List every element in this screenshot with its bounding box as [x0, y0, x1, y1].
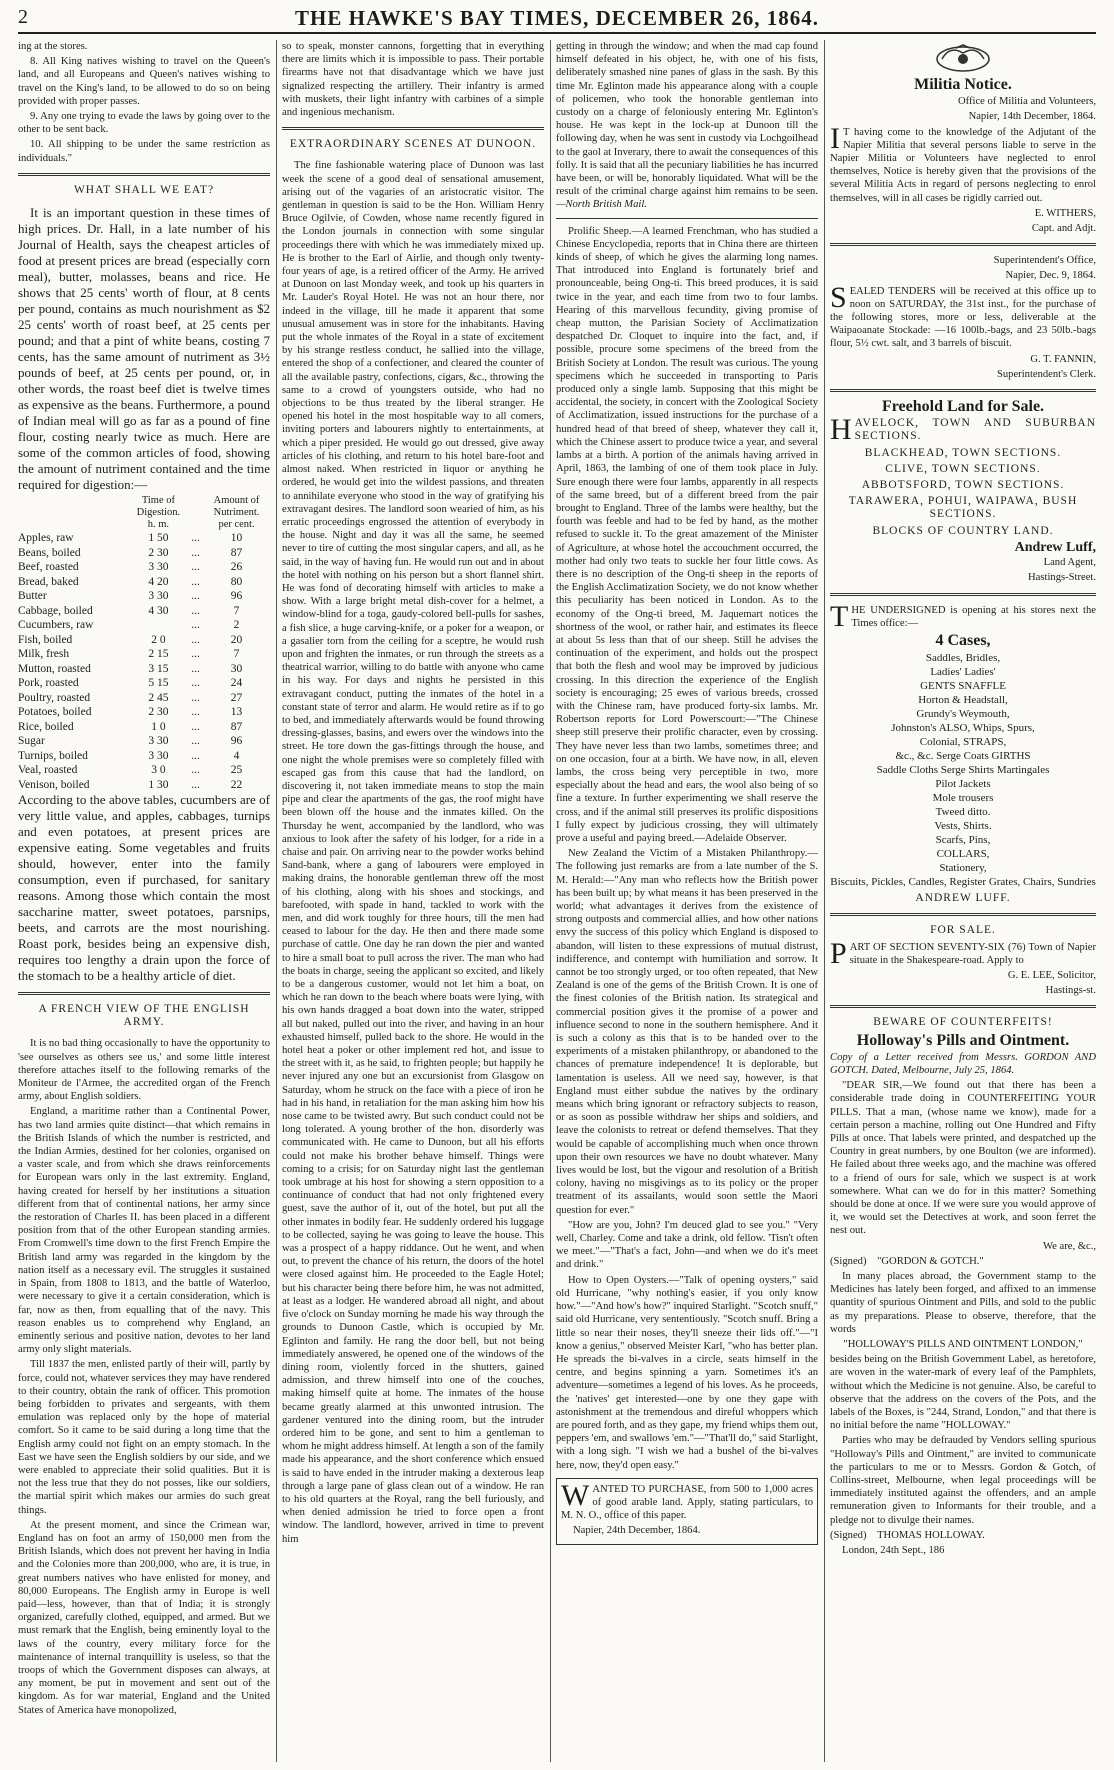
nutriment-amount: 2 — [233, 619, 240, 632]
stock-line: Pilot Jackets — [935, 778, 991, 791]
header-time: Time of Digestion. — [136, 495, 181, 519]
signature: ANDREW LUFF. — [915, 892, 1011, 905]
article-paragraph: It is an important question in these times of high prices. Dr. Hall, in a late number of his Journal of Health, says the cheapest articles of food at present prices are bread (especially corn meal), butter, molasses, beans and rice. He shows that 25 cents' worth of flour, at 8 cents per pound, contains as much nourishment as $2 25 cents' worth of roast beef, at 25 cents per pound; and that a pint of white beans, costing 7 cents, has the same amount of nutriment as 3½ pounds of beef, at 25 cents per pound, or, in other words, the roast beef diet is twelve times as expensive as the beans. Furthermore, a pound of Indian meal will go as far as a pound of fine flour, costing nearly twice as much. Here are some of the common articles of food, showing the amount of nutriment contained and the time required for digestion:— — [18, 205, 270, 493]
article-paragraph: Till 1837 the men, enlisted partly of their will, partly by force, could not, whatever services they may have rendered to their country, obtain the rank of officer. This promotion being forbidden to privates and sergeants, with them emulation was replaced only by the hope of material comfort. So it came to be said during a long time that the English army could not fight on an empty stomach. In the East we have seen the English soldiers by our side, and we were enabled to appreciate their solid qualities. But it is not the less true that they do not posses, like our soldiers, the martial spirit which makes our armies do such great things. — [18, 1359, 270, 1516]
freehold-title: Freehold Land for Sale. — [881, 398, 1045, 416]
table-row: Potatoes, boiled 2 30 ... 13 — [18, 705, 270, 720]
table-row: Fish, boiled 2 0 ... 20 — [18, 633, 270, 648]
article-paragraph: so to speak, monster cannons, forgetting that in everything there are limits which it is impossible to pass. Their portable firearms have not that disadvantage which we have just signalized respecting the artillery. Their infantry is armed with muskets, their light infantry with carbines of a simple and ingenious mechanism. — [282, 41, 544, 119]
stock-line: Johnston's ALSO, Whips, Spurs, — [891, 722, 1035, 735]
nutriment-amount: 7 — [233, 604, 240, 617]
nutriment-amount: 87 — [230, 720, 243, 733]
digestion-time — [129, 618, 188, 633]
nutriment-amount: 96 — [230, 590, 243, 603]
digestion-time: 4 20 — [148, 575, 169, 588]
agent-name: Andrew Luff, — [1014, 539, 1096, 555]
food-name: Rice, boiled — [18, 720, 74, 733]
table-row: Beans, boiled 2 30 ... 87 — [18, 546, 270, 561]
stock-line: Scarfs, Pins, — [935, 834, 991, 847]
digestion-time: 1 50 — [148, 532, 169, 545]
article-heading: EXTRAORDINARY SCENES AT DUNOON. — [289, 138, 537, 151]
food-name: Pork, roasted — [18, 677, 79, 690]
divider — [830, 389, 1096, 392]
article-source: —North British Mail. — [556, 199, 647, 211]
dropcap: S — [830, 280, 847, 314]
article-paragraph: "How are you, John? I'm deuced glad to see you." "Very well, Charley. Come and take a drink, old fellow. 'Tisn't often we meet."—"That's a fact, John—and when we do it's meet and drink." — [556, 1219, 818, 1271]
digestion-time: 3 30 — [148, 561, 169, 574]
food-name: Sugar — [18, 735, 45, 748]
stock-line: COLLARS, — [936, 848, 990, 861]
holloway-letter: "DEAR SIR,—We found out that there has been a considerable trade doing in COUNTERFEITING YOUR PILLS. That a man, (whose name we know), made for a certain person a machine, rolling out One Hundred and Fifty Pills at once. That labels were printed, and despatched up the Country in great numbers, by one Boulton (we are informed). He failed about three weeks ago, and the machine was offered to a friend of ours for sale, which we suspect is at work somewhere. What can we do for in this matter? Something should be done at once. If we were sure you would approve of it, we would set the Detectives at work, and soon ferret the nest out. — [830, 1080, 1096, 1237]
nutriment-amount: 22 — [230, 778, 243, 791]
food-name: Poultry, roasted — [18, 691, 91, 704]
stock-line: Mole trousers — [932, 792, 994, 805]
digestion-time: 3 0 — [151, 764, 166, 777]
divider — [830, 913, 1096, 916]
nutriment-amount: 4 — [233, 749, 240, 762]
stock-line: Grundy's Weymouth, — [916, 708, 1010, 721]
nutriment-amount: 27 — [230, 691, 243, 704]
militia-notice-title: Militia Notice. — [914, 76, 1012, 93]
table-row: Butter 3 30 ... 96 — [18, 589, 270, 604]
table-row: Bread, baked 4 20 ... 80 — [18, 575, 270, 590]
digestion-time: 2 15 — [148, 648, 169, 661]
table-row: Sugar 3 30 ... 96 — [18, 734, 270, 749]
article-paragraph: Prolific Sheep.—A learned Frenchman, who has studied a Chinese Encyclopedia, reports that in China there are thirteen kinds of sheep, of which he gives the alarming long names. That introduced into England is fortunately brief and pronounceable, being Ong-ti. This breed produces, it is said twice in the year, and each time from two to four lambs. Hearing of this marvellous fecundity, giving promise of cheap mutton, the Parisian Society of Acclimatization despatched Dr. Cloquet to inquire into the fact, and, if possible, procure some specimens of the breed from the British Society at London. The result was curious. The young specimens which he succeeded in transporting to Paris produced only a single lamb. Supposing that this might be accidental, the society, in concert with the Zoological Society of Acclimatization, issued instructions for the purchase of a hundred head of that breed of sheep, whatever they call it, which the Chinese assert to produce twice a year, and several lambs at a birth. A portion of the animals having arrived in April, 1863, the lambing of one of them took place in July. Sure enough there were four lambs, apparently in all respects of the same breed, but of a different breed from the pair brought to England. Three of the lambs were healthy, but the fourth was feeble and had to be fed by hand, as the mother refused to suckle it. To the great amazement of the Minister of Agriculture, at whose hotel the accouchment occurred, the mother had only two teats to suckle her four little cows. As there is no description of the Ong-ti sheep in the reports of the English Acclimatization Society, we do not know whether this peculiarity has been noticed in London. As to the economy of the Ong-ti breed, M. Jaquemart notices the shortness of the wool, or rather hair, and estimates its fleece at about 5s less than that of our sheep. Still he advises the continuation of the experiment, and holds out the prospect that both the flesh and wool may be improved by judicious crossing. In this direction the experience of the English society is encouraging; 25 ewes of various breeds, crossed with the Chinese ram, have produced forty-six lambs. Mr. Robertson reports for Lord Powerscourt:—"The Chinese sheep still preserve their prolific character, even by crossing. They have never less than two lambs, sometimes three; and on one occasion, four at a birth. We have now, in all, eleven lambs, the cross being very perceptible in two, more especially about the head and ears, the wool also being of so fine a texture. In further experimenting we shall reserve the cross, and if the animal still preserves its prolific dispositions I fully expect by judicious crossing, they will ultimately prove a useful and paying breed.—Adelaide Observer. — [556, 225, 818, 844]
digestion-time: 4 30 — [148, 604, 169, 617]
food-name: Veal, roasted — [18, 764, 78, 777]
column-4: Militia Notice. Office of Militia and Volunteers, Napier, 14th December, 1864. I T having come to the knowledge of the Adjutant of the Napier Militia that several persons liable to serve in the Napier Militia or Volunteers have neglected to enrol themselves, Notice is hereby given that the provisions of the several Militia Acts in regard of persons neglecting to enrol themselves, will in all cases be rigidly carried out. E. WITHERS, Capt. and Adjt. Superintendent's Office, Napier, Dec. 9, 1864. SEALED TENDERS will be received at this office up to noon on SATURDAY, the 31st inst., for the purchase of the following stores, more or less, deliverable at the Waipaoanate Stockade: —16 100lb.-bags, and 23 50lb.-bags flour, 5½ cwt. salt, and 3 barrels of biscuit. G. T. FANNIN, Superintendent's Clerk. Freehold Land for Sale. HAVELOCK, TOWN AND SUBURBAN SECTIONS. BLACKHEAD, TOWN SECTIONS. CLIVE, TOWN SECTIONS. ABBOTSFORD, TOWN SECTIONS. TARAWERA, POHUI, WAIPAWA, BUSH SECTIONS. BLOCKS OF COUNTRY LAND. Andrew Luff, Land Agent, Hastings-Street. THE UNDERSIGNED is opening at his stores next the Times office:— 4 Cases, Saddles, Bridles, Ladies' Ladies' GENTS SNAFFLE Horton & Headstall, Grundy's Weymouth, Johnston's ALSO, Whips, Spurs, Colonial, STRAPS, &c., &c. Serge Coats GIRTHS Saddle Cloths Serge Shirts Martingales Pilot Jackets Mole trousers Tweed ditto. Vests, Shirts. Scarfs, Pins, COLLARS, Stationery, Biscuits, Pickles, Candles, Register Grates, Chairs, Sundries ANDREW LUFF. FOR SALE. PART OF SECTION SEVENTY-SIX (76) Town of Napier situate in the Shakespeare-road. Apply to G. E. LEE, Solicitor, Hastings-st. BEWARE OF COUNTERFEITS! Holloway's Pills and Ointment. Copy of a Letter received from Messrs. GORDON AND GOTCH. Dated, Melbourne, July 25, 1864. "DEAR SIR,—We found out that there has been a considerable trade doing in COUNTERFEITING YOUR PILLS. That a man, (whose name we know), made for a certain person a machine, rolling out One Hundred and Fifty Pills at once. That labels were printed, and despatched up the Country in great numbers, by one Boulton (we are informed). He failed about three weeks ago, and the machine was offered to a friend of ours for sale, which we suspect is at work somewhere. What can we do for in this matter? Something should be done at once. If we were sure you would approve of it, we would set the Detectives at work, and soon ferret the nest out. We are, &c., (Signed) "GORDON & GOTCH." In many places abroad, the Government stamp to the Medicines has lately been forged, and affixed to an immense quantity of spurious Ointment and Pills, and sold to the public as my preparations. Please to observe, therefore, that the words "HOLLOWAY'S PILLS AND OINTMENT LONDON," besides being on the British Government Label, as heretofore, are woven in the water-mark of every leaf of the Pamphlets, without which the Medicine is not genuine. Also, be careful to observe that the address on the covers of the Pots, and the labels of the Boxes, is "244, Strand, London," and that there is no initial before the name "HOLLOWAY." Parties who may be defrauded by Vendors selling spurious "Holloway's Pills and Ointment," are invited to communicate the particulars to me or to Messrs. Gordon & Gotch, of Collins-street, Melbourne, when legal proceedings will be immediately instituted against the offenders, and an ample remuneration given to Informants for their trouble, and a pledge not to divulge their names. (Signed) THOMAS HOLLOWAY. London, 24th Sept., 186 — [830, 40, 1096, 1762]
digestion-time: 3 30 — [148, 590, 169, 603]
divider — [830, 243, 1096, 246]
table-row: Rice, boiled 1 0 ... 87 — [18, 720, 270, 735]
for-sale-heading: FOR SALE. — [930, 924, 996, 937]
table-row: Cucumbers, raw ... 2 — [18, 618, 270, 633]
stock-line: Saddles, Bridles, — [925, 652, 1001, 665]
nutriment-amount: 10 — [230, 532, 243, 545]
table-row: Milk, fresh 2 15 ... 7 — [18, 647, 270, 662]
food-name: Bread, baked — [18, 575, 79, 588]
stock-line: Biscuits, Pickles, Candles, Register Grates, Chairs, Sundries — [830, 876, 1096, 889]
article-paragraph: The fine fashionable watering place of Dunoon was last week the scene of a good deal of sensational amusement, arising out of the vagaries of an aristocratic visitor. The gentleman in question is said to be the Hon. William Henry Bruce Ogilvie, of Cowden, whose name recently figured in the London journals in connection with some singular proceedings there with which he was immediately mixed up. He is brother to the Earl of Airlie, and though only twenty-four years of age, is a retired officer of the Army. He arrived at Dunoon on last Monday week, and took up his quarters in Mr. Lauder's Royal Hotel. He was not an hour there, nor indeed in the village, till he made it apparent that some unusual amusement was in store for the inhabitants. Having put the whole inmates of the Royal in a state of excitement by his strange restless conduct, he sallied into the village, entered the shop of a confectioner, and cleared the counter of all the available pastry, confections, cigars, &c., throwing the same to a crowd of youngsters outside, who had no objections to be thus treated by the liberal stranger. He opened his hotel in the most hospitable way to all comers, inviting porters and labourers nightly to entertainments, at which a piper presided. He would go out dressed, give away articles of his clothing, and return to his hotel bare-foot and almost naked. When restricted in liquor or anything he ordered, he would get into the wildest passions, and threaten to annihilate everyone who stood in the way of gratifying his extravagant desires. The landlord soon wearied of him, as his erratic proceedings engrossed the attention of everybody in the house. Night and day it was all the same, he seemed never to tire of cutting the most singular capers, and all, as he said, in the way of having fun. He would run out and in about the hotel with nothing on his person but a short flannel shirt. He was fond of decorating himself with articles to make a show. With a large bright metal dish-cover for a helmet, a window-blind for a toga, gaudy-colored bell-pulls for sashes, a fish slice, a huge carving-knife, or a poker for a weapon, or a gasalier torn from the ceiling for a sceptre, he would rush upon and frighten the inmates, or run through the streets as a theatrical warrior, willing to do battle with anyone who came in his way. For days and nights he persisted in this extravagant conduct, putting the inmates of the hotel in a constant state of terror and alarm. He would retire as if to go to bed, and immediately afterwards would be found throwing dressing-glasses, basins, and ewers over the windows into the street. He tore down the gas-fittings through the house, and one night the whole premises were so completely filled with escaped gas from this cause that had the landlord, on discovering it, not taken immediate means to stop the main pipe and clear the apartments of the gas, the roof might have been blown off the house and the inmates killed. On the Thursday he went, accompanied by the landlord, who was anxious to look after the safety of his lodger, for a ride in a chaise and pair. On arriving near to the powder works behind Sand-bank, where a gang of labourers were employed in making drains, the honorable gentleman threw off the most of his clothing, along with his shoes and stockings, and barefooted, with spade in hand, tackled to work with the men, and did work toughly for three hours, till the men had ceased to labour for the day. He then and there made some purchase of cattle. One day he ran down the pier and wanted to hire a small boat to pull across the river. The man who had the boats in charge, seeing the applicant so excited, and likely to be a dangerous customer, would not let him a boat, on which he ran down to the beach where boats were lying, with his own hands dragged a boat down into the water, stripped all but naked, pulled out into the river, and having in an hour exhausted himself, pulled back to the shore. He would in the hotel heat a poker or other implement red hot, and issue to the street with it, as he said, to frighten people; but happily he never injured any one but an excursionist from Glasgow on Saturday, whom he struck on the face with a piece of iron he had in his hand, in retaliation for the man asking him how his nose came to be twisted awry. But such conduct could not be long tolerated. A young brother of the hon. disorderly was communicated with. He came to Dunoon, but all his efforts could not make his brother behave himself. Things were coming to a crisis; for on Saturday night last the gentleman took umbrage at his host for showing a stern opposition to a continuance of conduct that had not only frightened every guest, save the author of it, out of the hotel, but put all the other inmates in bodily fear. He suddenly ordered his luggage to be collected, saying he was going to leave the house. This was a prospect of a happy riddance. Out he went, and when out, to prevent the chance of his return, the doors of the hotel were closed against him. He proceeded to the Eagle Hotel; but his character being there before him, he was not admitted, at least as a lodger. He wandered abroad all night, and about five o'clock on Sunday morning he made his way through the grounds to Dunoon Castle, which is occupied by Mr. Eglinton and family. He rang the door bell, but not being immediately answered, he opened one of the windows of the dining room, violently forced in the shutters, gained admission, and threw himself into one of the couches, making himself quite at home. The inmates of the house became greatly alarmed at this unwonted intrusion. The gardener ventured into the dining room, but the intruder ordered him to be gone, and sent to him a gentleman to whom he might address himself. At length a son of the family made his appearance, and the short conference which ensued is said to have ended in the intruder making a dexterous leap through a large pane of glass clean out of a window. He ran to his old quarters at the Royal, rang the bell furiously, and when denied admission he tried to force open a front window. The landlord, however, arrived in time to prevent him — [282, 160, 544, 1545]
dropcap: I — [830, 121, 840, 155]
article-paragraph: New Zealand the Victim of a Mistaken Philanthropy.—The following just remarks are from a late number of the S. M. Herald:—"Any man who reflects how the British power has been built up; by what means it has been preserved in the world; what advantages it derives from the existence of strong outposts and commercial allies, and how other nations envy the success of this policy which England is disposed to abandon, will listen to these expressions of mutual distrust, indifference, and contempt with humiliation and sorrow. It cannot be too strongly urged, or too often repeated, that New Zealand is one of the gems of the British Crown. It is one of the finest colonies of the British nation. Its strategical and commercial position gives it the promise of a power and influence second to none in the southern hemisphere. And it is such a colony as this that is to be handed over to the experiments of a mistaken philanthropy, or abandoned to the chances of premature independence! It is deplorable, but lamentation is useless. All we need say, however, is that England must either subdue the natives by the ordinary means which bring ignorant or refractory subjects to reason, or as soon as possible withdraw her ships and soldiers, and leave the colonists to retreat or defend themselves. That they would be capable of accomplishing much when once thrown upon their own resources we have no doubt whatever. Many lives would be lost, but the vigour and resolution of a British colony, having no misgivings as to its policy or the proper treatment of its assailants, would soon settle the Maori question for ever." — [556, 848, 818, 1216]
food-name: Beef, roasted — [18, 561, 79, 574]
signature: G. E. LEE, Solicitor, — [1007, 969, 1096, 981]
food-name: Milk, fresh — [18, 648, 70, 661]
article-paragraph: getting in through the window; and when the mad cap found himself defeated in his object, he, with one of his fists, deliberately smashed nine panes of glass in the sash. By this time Mr. Eglinton made his appearance along with a couple of policemen, who took the honorable gentleman into custody on a charge of feloniously entering Mr. Eglinton's house. He was kept in the lock-up at Dunoon till the following day, when he was sent in custody via Lochgoilhead to the gaol at Inverary, there to await the consequences of this folly. It is said that all the pecuniary liabilities he has incurred have been, or will be, honorably liquidated. What will be the result of the criminal charge against him remains to be seen.—North British Mail. — [556, 41, 818, 211]
divider — [830, 1005, 1096, 1008]
column-rule — [276, 40, 277, 1762]
article-heading: WHAT SHALL WE EAT? — [73, 183, 215, 196]
digestion-time: 2 0 — [151, 633, 166, 646]
food-name: Venison, boiled — [18, 778, 90, 791]
article-paragraph: At the present moment, and since the Crimean war, England has on foot an army of 150,000 men from the British Islands, which does not prevent her having in India and the Colonies more than 200,000, who are, it is true, in great numbers natives who have enlisted for money, and 80,000 Europeans. The English army in Europe is well paid—less, however, than that of India; it is strongly organized, carefully clothed, equipped, and armed. But we must remark that the English, being eminently loyal to the laws of the country, every military force for the maintenance of internal tranquillity is useless, so that the troops of which the Government disposes can always, at any moment, be put in movement and sent out of the kingdom. As for war material, England and the United States of America have monopolized, — [18, 1519, 270, 1716]
digestion-time: 5 15 — [148, 677, 169, 690]
cases-heading: 4 Cases, — [935, 631, 991, 649]
stock-line: GENTS SNAFFLE — [920, 680, 1006, 693]
food-name: Potatoes, boiled — [18, 706, 92, 719]
signature: THOMAS HOLLOWAY. — [877, 1529, 985, 1541]
digestion-time: 3 15 — [148, 662, 169, 675]
nutriment-amount: 30 — [230, 662, 243, 675]
food-name: Beans, boiled — [18, 546, 81, 559]
column-rule — [550, 40, 551, 1762]
table-row: Veal, roasted 3 0 ... 25 — [18, 763, 270, 778]
stock-line: &c., &c. Serge Coats GIRTHS — [895, 750, 1031, 763]
divider — [282, 127, 544, 130]
dropcap: W — [561, 1478, 590, 1512]
digestion-time: 3 30 — [148, 749, 169, 762]
paragraph: 8. All King natives wishing to travel on the Queen's land, and all Europeans and Queen's natives wishing to travel on the King's land, to be allowed to do so on being provided with proper passes. — [18, 56, 270, 107]
signature: "GORDON & GOTCH." — [877, 1255, 984, 1267]
digestion-time: 2 45 — [148, 691, 169, 704]
digestion-time: 2 30 — [148, 546, 169, 559]
header-amount: Amount of Nutriment. — [213, 495, 260, 519]
nutriment-amount: 7 — [233, 648, 240, 661]
masthead — [18, 6, 1096, 34]
food-name: Apples, raw — [18, 532, 74, 545]
article-paragraph: It is no bad thing occasionally to have the opportunity to 'see ourselves as others see us,' and some little interest therefore attaches itself to the following remarks of the Moniteur de l'Armee, the accredited organ of the French army, about English soldiers. — [18, 1038, 270, 1103]
food-name: Fish, boiled — [18, 633, 73, 646]
table-subheader: h. m. per cent. — [147, 519, 255, 531]
divider — [556, 218, 818, 219]
table-row: Poultry, roasted 2 45 ... 27 — [18, 691, 270, 706]
column-1 — [18, 40, 270, 1762]
article-paragraph: According to the above tables, cucumbers are of very little value, and apples, cabbages, turnips and even potatoes, at present prices are expensive eating. Some vegetables and fruits should, however, enter into the family consumption, even if purchased, for sanitary reasons. Among those which contain the most saccharine matter, sweet potatoes, parsnips, beets, and carrots are the most nourishing. Roast pork, besides being an expensive dish, requires too lengthy a drain upon the force of the stomach to be a healthy article of diet. — [18, 792, 270, 984]
paragraph: 10. All shipping to be under the same restriction as individuals." — [18, 139, 270, 164]
nutriment-amount: 96 — [230, 735, 243, 748]
stock-list — [830, 651, 1096, 889]
column-rule — [824, 40, 825, 1762]
nutriment-amount: 20 — [230, 633, 243, 646]
nutriment-amount: 26 — [230, 561, 243, 574]
column-3 — [556, 40, 818, 1762]
royal-crest-icon — [928, 44, 998, 74]
dropcap: T — [830, 599, 849, 633]
nutriment-amount: 24 — [230, 677, 243, 690]
wanted-advertisement: WANTED TO PURCHASE, from 500 to 1,000 acres of good arable land. Apply, stating particulars, to M. N. O., office of this paper. Napier, 24th December, 1864. — [556, 1478, 818, 1545]
digestion-table — [18, 495, 270, 792]
food-name: Cucumbers, raw — [18, 619, 94, 632]
stock-line: Colonial, STRAPS, — [919, 736, 1007, 749]
stock-line: Ladies' Ladies' — [930, 666, 996, 679]
digestion-time: 2 30 — [148, 706, 169, 719]
ad-date: Napier, 24th December, 1864. — [573, 1525, 701, 1537]
paragraph: 9. Any one trying to evade the laws by going over to the other to be sent back. — [18, 111, 270, 136]
newspaper-title: THE HAWKE'S BAY TIMES, DECEMBER 26, 1864. — [295, 6, 819, 30]
stock-line: Vests, Shirts. — [934, 820, 992, 833]
page-number: 2 — [18, 6, 28, 28]
article-paragraph: England, a maritime rather than a Continental Power, has two land armies quite distinct—that which remains in the British Islands of which the number is restricted, and the Indian Armies, destined for her colonies, organised on a vaster scale, and from which she draws reinforcements for European wars only in the last extremity. England, having created for herself by her institutions a situation different from that of continental nations, her army since the restoration of Charles II. has been placed in a different position from that of the other European standing armies. From Cromwell's time down to the first French Empire the British land army was regarded in the kingdom by the nation itself as a necessary evil. The struggles it sustained in Spain, from 1808 to 1813, and the battle of Waterloo, were necessary to give it a certain consideration, which is far, now as then, from equalling that of the navy. This reason enables us to comprehend why England, an eminently serious and positive nation, devotes to her land army only slight materials. — [18, 1106, 270, 1356]
table-row: Beef, roasted 3 30 ... 26 — [18, 560, 270, 575]
stock-line: Saddle Cloths Serge Shirts Martingales — [876, 764, 1050, 777]
divider — [18, 173, 270, 176]
table-row: Apples, raw 1 50 ... 10 — [18, 531, 270, 546]
table-row: Cabbage, boiled 4 30 ... 7 — [18, 604, 270, 619]
nutriment-amount: 80 — [230, 575, 243, 588]
food-name: Turnips, boiled — [18, 749, 88, 762]
table-row: Turnips, boiled 3 30 ... 4 — [18, 749, 270, 764]
food-name: Butter — [18, 590, 47, 603]
column-2 — [282, 40, 544, 1762]
nutriment-amount: 25 — [230, 764, 243, 777]
stock-line: Horton & Headstall, — [918, 694, 1008, 707]
digestion-time: 1 30 — [148, 778, 169, 791]
dropcap: H — [830, 413, 852, 447]
divider — [18, 992, 270, 995]
table-row: Pork, roasted 5 15 ... 24 — [18, 676, 270, 691]
nutriment-amount: 87 — [230, 546, 243, 559]
dropcap: P — [830, 936, 847, 970]
signature: G. T. FANNIN, — [1030, 353, 1096, 365]
article-heading: A FRENCH VIEW OF THE ENGLISH ARMY. — [38, 1003, 250, 1029]
holloway-title: Holloway's Pills and Ointment. — [856, 1031, 1070, 1049]
beware-heading: BEWARE OF COUNTERFEITS! — [873, 1016, 1053, 1029]
stock-line: Stationery, — [939, 862, 987, 875]
nutriment-amount: 13 — [230, 706, 243, 719]
digestion-time: 3 30 — [148, 735, 169, 748]
tender-notice: SEALED TENDERS will be received at this office up to noon on SATURDAY, the 31st inst., for the purchase of the following stores, more or less, deliverable at the Waipaoanate Stockade: —16 100lb.-bags, and 23 50lb.-bags flour, 5½ cwt. salt, and 3 barrels of biscuit. — [830, 280, 1096, 350]
paragraph: ing at the stores. — [18, 41, 88, 52]
table-row: Mutton, roasted 3 15 ... 30 — [18, 662, 270, 677]
table-row: Venison, boiled 1 30 ... 22 — [18, 778, 270, 793]
divider — [830, 593, 1096, 596]
article-paragraph: How to Open Oysters.—"Talk of opening oysters," said old Hurricane, "why nothing's easier, if you only know how."—"And how's how?" inquired Starlight. "Scotch snuff," said old Hurricane, very sententiously. "Scotch snuff. Bring a little so near their noses, they'll sneeze their lids off."—"I know a genius," observed Meister Karl, "who has better plan. He spreads the bi-valves in a circle, seats himself in the centre, and begins spinning a yarn. Sometimes it's an adventure—sometimes a legend of his loves. As he proceeds, the 'natives' get interested—one by one they gape with astonishment at the tremendous and direful whoppers which are poured forth, and as they gape, my friend whips them out, peppers 'em, and swallows 'em."—"That'll do," said Starlight, with a long sigh. "I wish we had a bushel of the bi-valves here, now, they'd open easy." — [556, 1274, 818, 1471]
food-name: Mutton, roasted — [18, 662, 91, 675]
food-name: Cabbage, boiled — [18, 604, 93, 617]
stock-line: Tweed ditto. — [935, 806, 991, 819]
table-header — [18, 495, 270, 519]
digestion-time: 1 0 — [151, 720, 166, 733]
signature: E. WITHERS, — [1034, 207, 1096, 219]
